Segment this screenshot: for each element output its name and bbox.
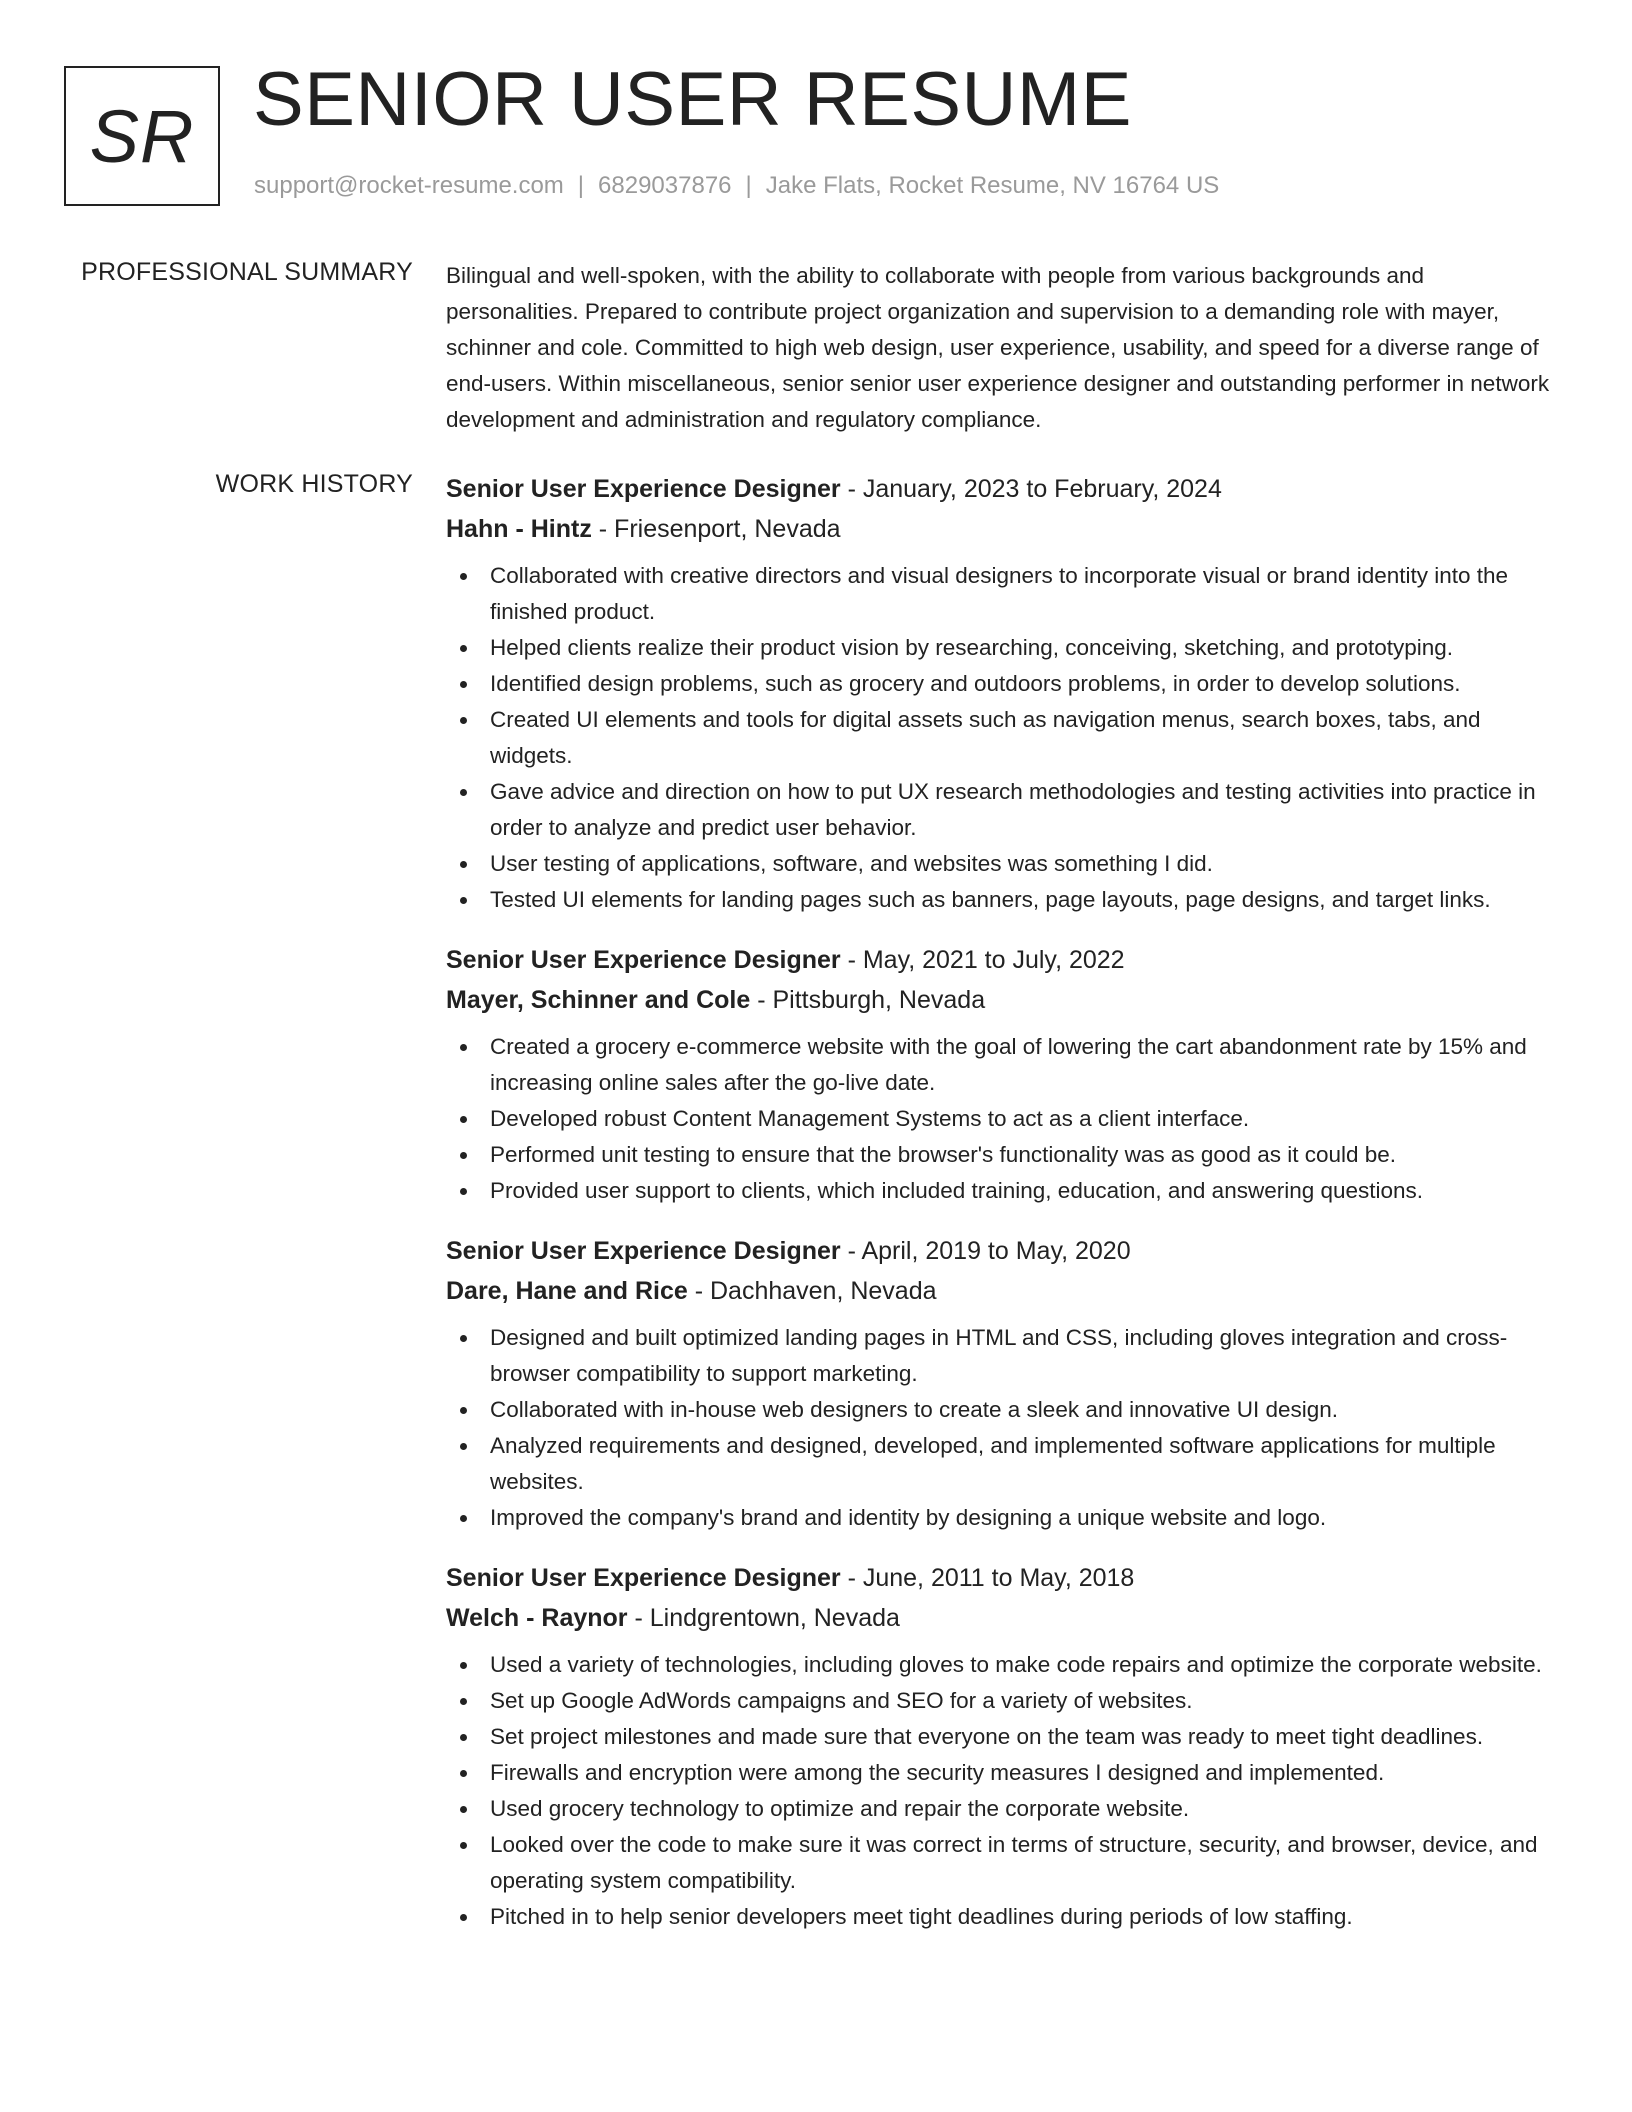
job-bullet: Created a grocery e-commerce website with the goal of lowering the cart abandonment rate by 15% and increasing online sales after the go-live date. [446,1029,1566,1101]
job-bullet: Analyzed requirements and designed, developed, and implemented software applications for multiple websites. [446,1428,1566,1500]
job-title: Senior User Experience Designer [446,946,841,974]
work-history-heading: WORK HISTORY [215,470,413,498]
job-bullet: Collaborated with creative directors and visual designers to incorporate visual or brand identity into the finished product. [446,558,1566,630]
job-entry [446,1231,1566,1536]
job-title: Senior User Experience Designer [446,1564,841,1592]
job-company-line [446,1598,1566,1638]
job-company-line [446,1271,1566,1311]
professional-summary-heading: PROFESSIONAL SUMMARY [81,258,413,286]
job-title: Senior User Experience Designer [446,1237,841,1265]
job-dates: - April, 2019 to May, 2020 [840,1237,1131,1265]
job-title-line [446,1558,1566,1598]
monogram-initials: SR [89,94,195,178]
job-dates: - May, 2021 to July, 2022 [840,946,1125,974]
job-location: - Dachhaven, Nevada [687,1277,937,1305]
work-history-list [446,469,1566,1957]
job-bullet: Created UI elements and tools for digital assets such as navigation menus, search boxes, tabs, and widgets. [446,702,1566,774]
job-location: - Friesenport, Nevada [591,515,841,543]
job-entry [446,469,1566,918]
job-bullet: Designed and built optimized landing pages in HTML and CSS, including gloves integration and cross-browser compatibility to support marketing. [446,1320,1566,1392]
professional-summary-text: Bilingual and well-spoken, with the ability to collaborate with people from various backgrounds and personalities. Prepared to contribute project organization and supervision to a demanding role with mayer, schinner and cole. Committed to high web design, user experience, usability, and speed for a diverse range of end-users. Within miscellaneous, senior senior user experience designer and outstanding performer in network development and administration and regulatory compliance. [446,263,1550,432]
monogram-badge [64,66,220,206]
job-bullet: Firewalls and encryption were among the security measures I designed and implemented. [446,1755,1566,1791]
job-company: Hahn - Hintz [446,515,592,543]
contact-separator: | [577,172,585,199]
job-bullet: Performed unit testing to ensure that the browser's functionality was as good as it could be. [446,1137,1566,1173]
job-company: Welch - Raynor [446,1604,628,1632]
resume-title: SENIOR USER RESUME [253,57,1132,142]
contact-separator: | [745,172,752,199]
job-bullet: Improved the company's brand and identity by designing a unique website and logo. [446,1500,1566,1536]
job-title-line [446,469,1566,509]
contact-phone[interactable]: 6829037876 [598,172,732,199]
job-bullet: Used grocery technology to optimize and repair the corporate website. [446,1791,1566,1827]
job-bullet: Pitched in to help senior developers meet tight deadlines during periods of low staffing. [446,1899,1566,1935]
job-company-line [446,509,1566,549]
job-title-line [446,1231,1566,1271]
job-bullet: Used a variety of technologies, including gloves to make code repairs and optimize the corporate website. [446,1647,1566,1683]
job-bullet-list [446,558,1566,918]
job-company-line [446,980,1566,1020]
contact-info [254,172,1219,200]
job-bullet: Set project milestones and made sure that everyone on the team was ready to meet tight deadlines. [446,1719,1566,1755]
job-bullet: Gave advice and direction on how to put UX research methodologies and testing activities into practice in order to analyze and predict user behavior. [446,774,1566,846]
job-bullet: Identified design problems, such as grocery and outdoors problems, in order to develop solutions. [446,666,1566,702]
job-bullet-list [446,1647,1566,1935]
job-bullet-list [446,1320,1566,1536]
contact-email[interactable]: support@rocket-resume.com [254,172,564,199]
job-title: Senior User Experience Designer [446,475,841,503]
job-entry [446,1558,1566,1935]
job-bullet: Helped clients realize their product vision by researching, conceiving, sketching, and prototyping. [446,630,1566,666]
job-company: Dare, Hane and Rice [446,1277,688,1305]
job-bullet-list [446,1029,1566,1209]
job-bullet: Developed robust Content Management Systems to act as a client interface. [446,1101,1566,1137]
job-bullet: Collaborated with in-house web designers to create a sleek and innovative UI design. [446,1392,1566,1428]
job-company: Mayer, Schinner and Cole [446,986,751,1014]
job-title-line [446,940,1566,980]
job-dates: - June, 2011 to May, 2018 [840,1564,1135,1592]
contact-address: Jake Flats, Rocket Resume, NV 16764 US [765,172,1220,199]
job-entry [446,940,1566,1209]
job-bullet: User testing of applications, software, and websites was something I did. [446,846,1566,882]
job-location: - Pittsburgh, Nevada [750,986,986,1014]
job-bullet: Looked over the code to make sure it was correct in terms of structure, security, and browser, device, and operating system compatibility. [446,1827,1566,1899]
job-dates: - January, 2023 to February, 2024 [840,475,1222,503]
job-bullet: Tested UI elements for landing pages such as banners, page layouts, page designs, and target links. [446,882,1566,918]
job-location: - Lindgrentown, Nevada [627,1604,900,1632]
job-bullet: Set up Google AdWords campaigns and SEO for a variety of websites. [446,1683,1566,1719]
job-bullet: Provided user support to clients, which included training, education, and answering questions. [446,1173,1566,1209]
